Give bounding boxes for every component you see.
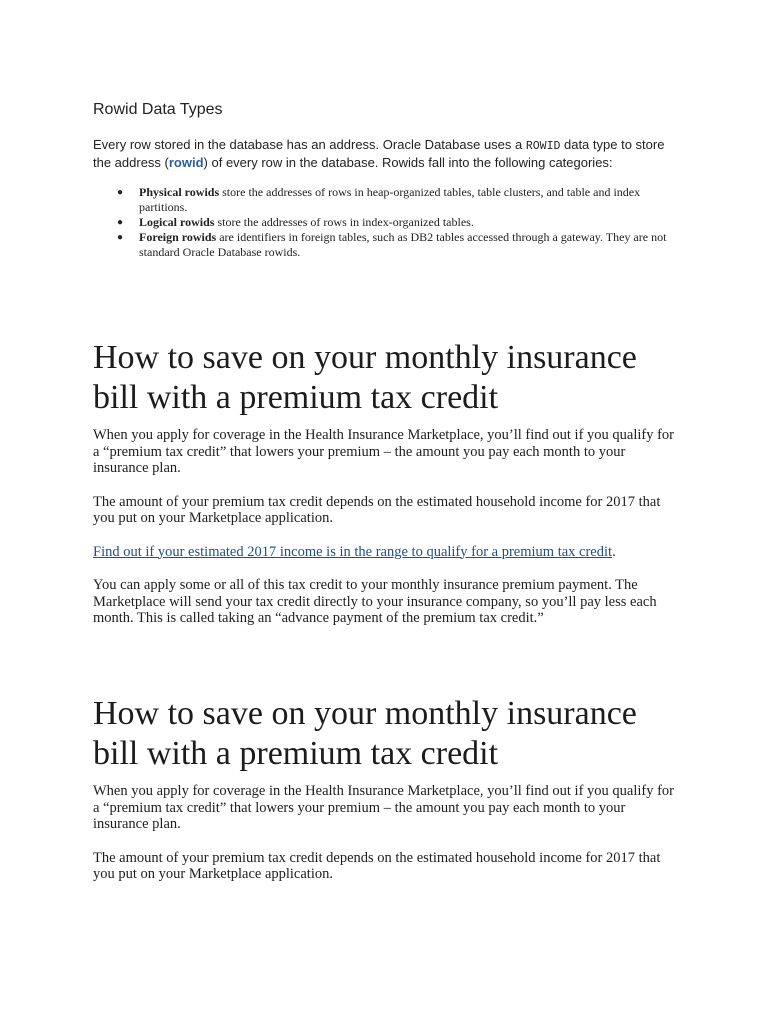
rowid-term: rowid [168,155,204,170]
list-item-foreign-rowids [117,230,683,260]
bullet-term: Logical rowids [139,215,215,229]
link-suffix: . [612,543,616,560]
article-paragraph-coverage: When you apply for coverage in the Health Insurance Marketplace, you’ll find out if you qualify for a “premium tax credit” that lowers your premium – the amount you pay each month to your insurance plan. [93,427,675,476]
rowid-categories-list [117,185,683,260]
article-paragraph-apply: You can apply some or all of this tax credit to your monthly insurance premium payment. The Marketplace will send your tax credit directly to your insurance company, so you’ll pay less each month. This is called taking an “advance payment of the premium tax credit.” [93,577,657,626]
bullet-term: Foreign rowids [139,230,217,244]
article-paragraph-amount: The amount of your premium tax credit depends on the estimated household income for 2017 that you put on your Marketplace application. [93,493,661,526]
article-premium-tax-credit-1 [93,338,683,627]
bullet-term: Physical rowids [139,185,220,199]
rowid-intro-text-start: Every row stored in the database has an address. Oracle Database uses a [93,137,526,152]
rowid-intro-text-end: ) of every row in the database. Rowids fall into the following categories: [203,155,613,170]
bullet-icon: ● [117,232,124,243]
rowid-code-term: ROWID [525,140,561,153]
rowid-section-heading: Rowid Data Types [93,101,223,118]
article-title: How to save on your monthly insurance bill with a premium tax credit [93,695,637,772]
article-paragraph-amount: The amount of your premium tax credit depends on the estimated household income for 2017 that you put on your Marketplace application. [93,849,661,882]
bullet-icon: ● [117,217,124,228]
income-range-link[interactable]: Find out if your estimated 2017 income is in the range to qualify for a premium tax credit [93,543,613,560]
list-item-physical-rowids [117,185,683,215]
article-title: How to save on your monthly insurance bill with a premium tax credit [93,339,637,416]
article-paragraph-coverage: When you apply for coverage in the Health Insurance Marketplace, you’ll find out if you qualify for a “premium tax credit” that lowers your premium – the amount you pay each month to your insurance plan. [93,783,675,832]
article-premium-tax-credit-2 [93,694,683,883]
rowid-intro-paragraph [93,137,683,171]
bullet-icon: ● [117,187,124,198]
list-item-logical-rowids [117,215,683,230]
bullet-description: store the addresses of rows in index-organized tables. [214,215,474,229]
rowid-intro-text-middle: data type to store the address ( [93,137,665,170]
bullet-description: are identifiers in foreign tables, such as DB2 tables accessed through a gateway. They are not standard Oracle Database rowids. [139,230,667,259]
article-link-paragraph [93,544,683,561]
bullet-description: store the addresses of rows in heap-organized tables, table clusters, and table and index partitions. [139,185,641,214]
